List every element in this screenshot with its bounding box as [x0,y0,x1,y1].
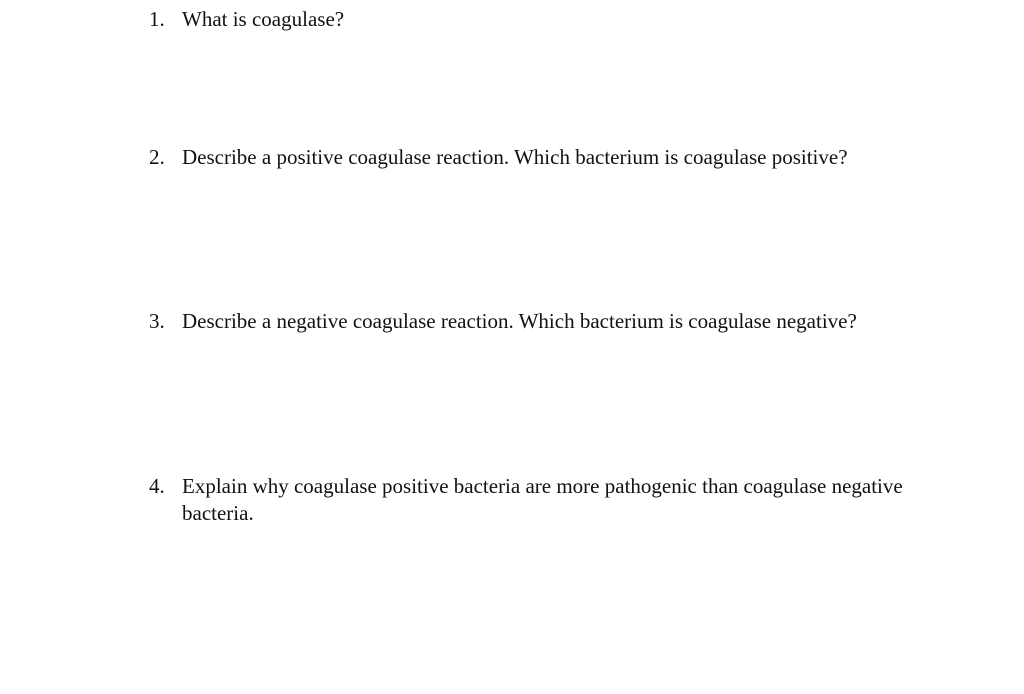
question-text: Describe a negative coagulase reaction. Which bacterium is coagulase negative? [182,309,857,333]
question-number: 3. [149,309,165,333]
question-text: What is coagulase? [182,7,345,31]
question-number: 1. [149,7,165,31]
question-text: Explain why coagulase positive bacteria are more pathogenic than coagulase negative bacteria. [182,474,903,525]
question-number: 2. [149,145,165,169]
question-text: Describe a positive coagulase reaction. Which bacterium is coagulase positive? [182,145,848,169]
question-number: 4. [149,474,165,498]
